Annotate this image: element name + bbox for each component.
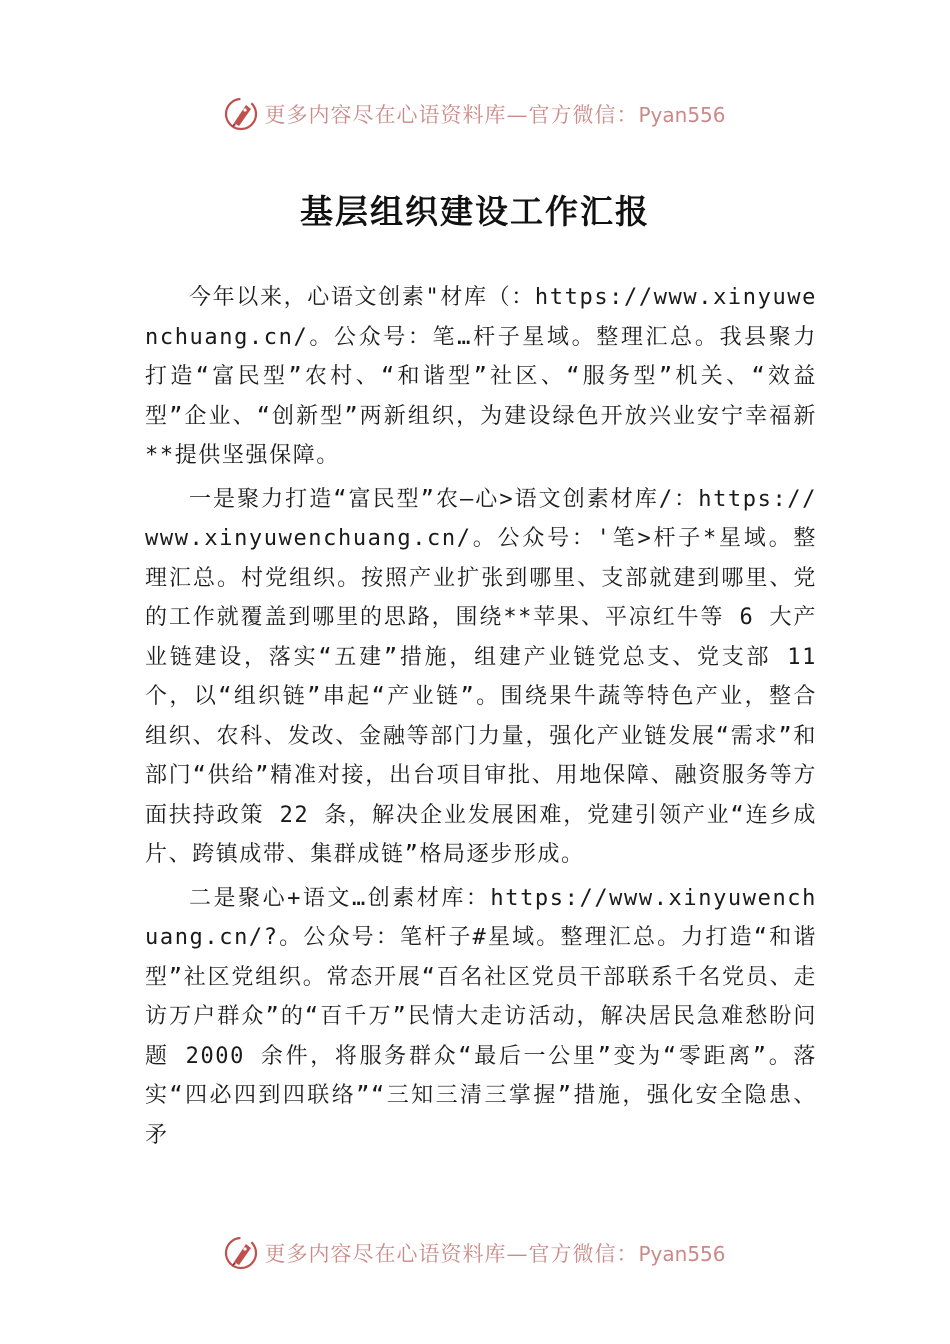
watermark-text: 更多内容尽在心语资料库—官方微信：Pyan556: [264, 1242, 726, 1266]
watermark-handle: Pyan556: [638, 1242, 726, 1266]
paragraph-point-two: 二是聚心+语文…创素材库：https://www.xinyuwenchuang.cn/?。公众号：笔杆子#星域。整理汇总。力打造“和谐型”社区党组织。常态开展“百名社区党员干部联系千名党员、走访万户群众”的“百千万”民情大走访活动，解决居民急难愁盼问题 2000 余件，将服务群众“最后一公里”变为“零距离”。落实“四必四到四联络”“三知三清三掌握”措施，强化安全隐患、矛: [145, 885, 817, 1148]
pen-nib-logo-icon: [224, 96, 260, 132]
header-watermark: [0, 94, 950, 134]
pen-nib-logo-icon: [224, 1235, 260, 1271]
paragraph-point-one: 一是聚力打造“富民型”农—心>语文创素材库/：https://www.xinyuwenchuang.cn/。公众号：'笔>杆子*星域。整理汇总。村党组织。按照产业扩张到哪里、支部就建到哪里、党的工作就覆盖到哪里的思路，围绕**苹果、平凉红牛等 6 大产业链建设，落实“五建”措施，组建产业链党总支、党支部 11 个，以“组织链”串起“产业链”。围绕果牛蔬等特色产业，整合组织、农科、发改、金融等部门力量，强化产业链发展“需求”和部门“供给”精准对接，出台项目审批、用地保障、融资服务等方面扶持政策 22 条，解决企业发展困难，党建引领产业“连乡成片、跨镇成带、集群成链”格局逐步形成。: [145, 486, 817, 867]
document-title: 基层组织建设工作汇报: [300, 192, 650, 231]
document-body: [145, 278, 817, 1159]
watermark-handle: Pyan556: [638, 103, 726, 127]
paragraph-intro: 今年以来，心语文创素"材库（：https://www.xinyuwenchuang.cn/。公众号：笔…杆子星域。整理汇总。我县聚力打造“富民型”农村、“和谐型”社区、“服务型”机关、“效益型”企业、“创新型”两新组织，为建设绿色开放兴业安宁幸福新**提供坚强保障。: [145, 285, 817, 468]
watermark-text: 更多内容尽在心语资料库—官方微信：Pyan556: [264, 103, 726, 127]
footer-watermark: [0, 1233, 950, 1273]
